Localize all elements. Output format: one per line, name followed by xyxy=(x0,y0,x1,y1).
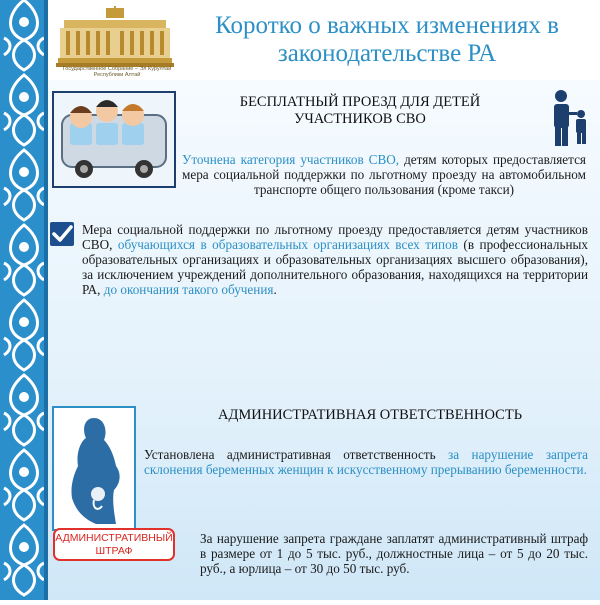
highlight-text: Уточнена категория участников СВО, xyxy=(182,152,400,167)
paragraph-fine-amounts: За нарушение запрета граждане заплатят административный штраф в размере от 1 до 5 тыс. руб., должностные лица – от 5 до 20 тыс. руб., а юрлица – от 30 до 50 тыс. руб. xyxy=(200,531,588,576)
body-text: (в профессиональных образовательных организациях и образовательных организациях высшего образования), за исключением учреждений дополнительного образования, находящихся на территории РА, xyxy=(82,237,588,297)
ornament-pattern xyxy=(0,0,48,600)
paragraph-category-clarified xyxy=(182,152,586,197)
body-text: детям которых предоставляется мера социальной поддержки по льготному проезду на автомобильном транспорте общего пользования (кроме такси) xyxy=(182,152,586,197)
body-text: . xyxy=(273,282,277,297)
left-ornament-band xyxy=(0,0,48,600)
bus-with-children-image xyxy=(52,91,176,188)
pregnant-woman-image xyxy=(52,406,136,531)
page-title: Коротко о важных изменениях в законодательстве РА xyxy=(215,12,559,67)
section-title-admin-liability: АДМИНИСТРАТИВНАЯ ОТВЕТСТВЕННОСТЬ xyxy=(217,407,523,423)
section-title-free-travel: БЕСПЛАТНЫЙ ПРОЕЗД ДЛЯ ДЕТЕЙ УЧАСТНИКОВ СВО xyxy=(239,94,481,127)
logo-caption: Государственное Собрание – Эл Курултай Республики Алтай xyxy=(62,66,172,78)
admin-fine-badge: АДМИНИСТРАТИВНЫЙ ШТРАФ xyxy=(53,528,175,561)
body-text: Установлена административная ответственность xyxy=(144,447,449,462)
highlight-text: за нарушение запрета склонения беременных женщин к искусственному прерыванию беременности. xyxy=(144,447,588,477)
family-icon xyxy=(548,88,590,148)
checkmark-icon xyxy=(50,222,74,246)
paragraph-liability-established xyxy=(144,447,588,477)
highlight-text: обучающихся в образовательных организациях всех типов xyxy=(117,237,458,252)
highlight-text: до окончания такого обучения xyxy=(103,282,274,297)
body-text: Мера социальной поддержки по льготному проезду предоставляется детям участников СВО, xyxy=(82,222,588,252)
paragraph-support-measure xyxy=(82,222,588,297)
